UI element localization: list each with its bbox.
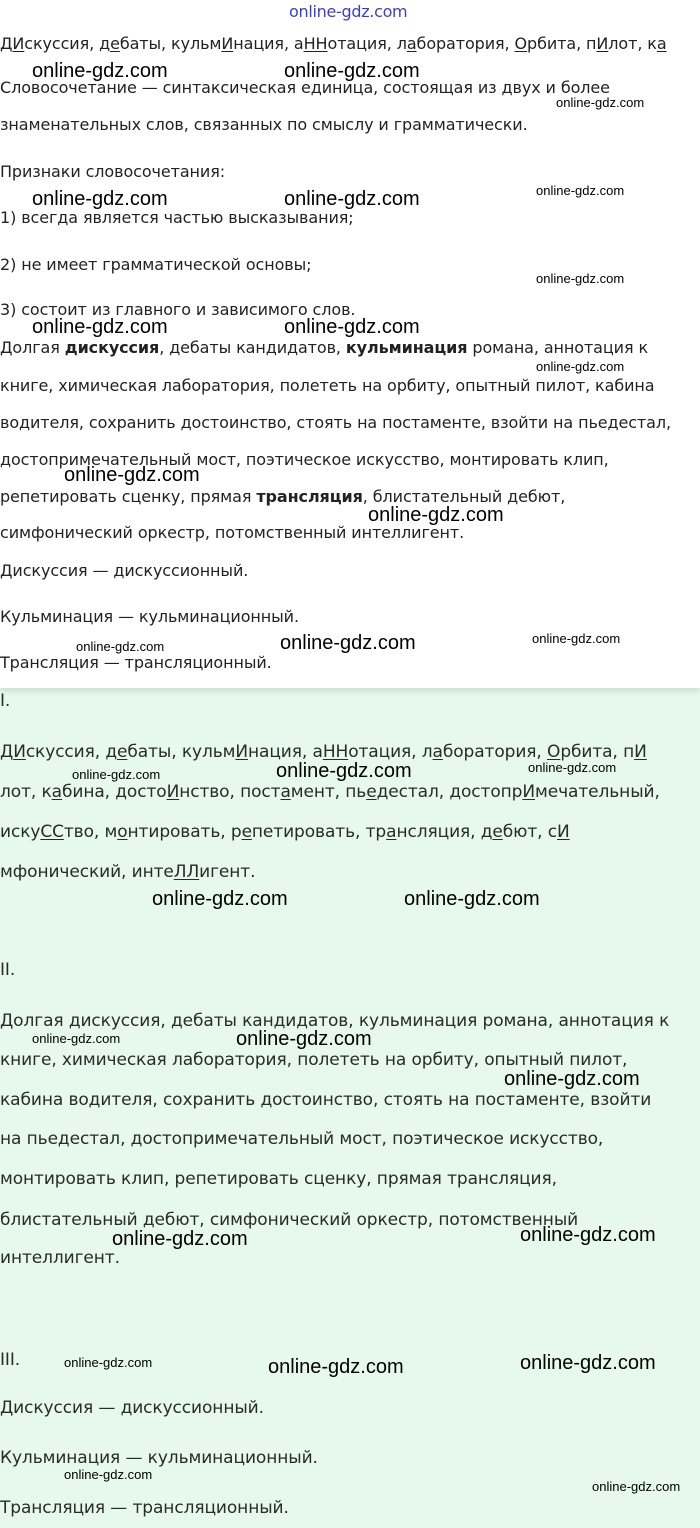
underlined-letter: НН (303, 34, 328, 53)
watermark: online-gdz.com (520, 1224, 656, 1246)
watermark: online-gdz.com (32, 1031, 121, 1046)
watermark: online-gdz.com (592, 1479, 681, 1494)
text-segment: нация, а (233, 34, 304, 53)
derivation-2: Кульминация — кульминационный. (0, 607, 299, 626)
underlined-letter: И (12, 34, 25, 53)
underlined-letter: е (366, 782, 377, 802)
derivation-3: Трансляция — трансляционный. (0, 653, 272, 672)
underlined-letter: И (522, 782, 535, 802)
bold-word: кульминация (345, 338, 468, 357)
text-segment: рбита, п (560, 742, 635, 762)
underlined-letter: о (117, 822, 128, 842)
answer-1-line-4 (0, 862, 255, 882)
bold-word: дискуссия (64, 338, 160, 357)
text-segment: бют, с (502, 822, 558, 842)
text-segment: мент, пь (290, 782, 367, 802)
text-segment: игент. (199, 862, 256, 882)
text-segment: Д (0, 34, 13, 53)
text-segment: баты, кульм (119, 34, 222, 53)
watermark: online-gdz.com (32, 60, 168, 82)
answer-3-line-1: Дискуссия — дискуссионный. (0, 1398, 264, 1418)
watermark: online-gdz.com (404, 888, 540, 910)
watermark: online-gdz.com (64, 1467, 153, 1482)
answer-2-line-4: на пьедестал, достопримечательный мост, поэтическое искусство, (0, 1129, 604, 1149)
text-segment: нтировать, р (127, 822, 242, 842)
text-segment: отация, л (327, 34, 407, 53)
text-segment: романа, аннотация к (467, 338, 649, 357)
spelling-line (0, 34, 667, 54)
sign-2: 2) не имеет грамматической основы; (0, 255, 312, 274)
watermark: online-gdz.com (76, 639, 165, 654)
text-segment: мечательный, (534, 782, 660, 802)
text-segment: боратория, (416, 34, 515, 53)
watermark: online-gdz.com (284, 188, 420, 210)
sign-1: 1) всегда является частью высказывания; (0, 208, 354, 227)
text-segment: Д (0, 742, 14, 762)
underlined-letter: а (656, 34, 667, 53)
watermark: online-gdz.com (72, 767, 161, 782)
underlined-letter: е (492, 822, 503, 842)
watermark: online-gdz.com (32, 316, 168, 338)
answer-2-line-1: Долгая дискуссия, дебаты кандидатов, кульминация романа, аннотация к (0, 1011, 670, 1031)
text-segment: лот, к (608, 34, 657, 53)
underlined-letter: И (13, 742, 26, 762)
phrases-line-3: водителя, сохранить достоинство, стоять на постаменте, взойти на пьедестал, (0, 413, 671, 432)
watermark: online-gdz.com (536, 183, 625, 198)
answer-2-line-7: интеллигент. (0, 1248, 120, 1268)
text-segment: скуссия, д (24, 34, 111, 53)
watermark: online-gdz.com (536, 359, 625, 374)
text-segment: рбита, п (527, 34, 597, 53)
text-segment: Долгая (0, 338, 65, 357)
text-segment: дестал, достопр (376, 782, 523, 802)
underlined-letter: а (432, 742, 443, 762)
task-2-heading: II. (0, 960, 16, 980)
answer-2-line-6: блистательный дебют, симфонический оркестр, потомственный (0, 1210, 579, 1230)
underlined-letter: И (235, 742, 248, 762)
watermark: online-gdz.com (504, 1068, 640, 1090)
text-segment: иску (0, 822, 41, 842)
answer-1-line-1 (0, 742, 647, 762)
underlined-letter: О (514, 34, 528, 53)
underlined-letter: ЛЛ (173, 862, 200, 882)
answer-3-line-3: Трансляция — трансляционный. (0, 1498, 289, 1518)
text-segment: нация, а (248, 742, 323, 762)
underlined-letter: е (110, 34, 120, 53)
text-segment: нсляция, д (396, 822, 493, 842)
text-segment: петировать, тр (251, 822, 387, 842)
watermark: online-gdz.com (268, 1356, 404, 1378)
answer-2-line-3: кабина водителя, сохранить достоинство, стоять на постаменте, взойти (0, 1090, 652, 1110)
watermark: online-gdz.com (280, 632, 416, 654)
text-segment: отация, л (348, 742, 433, 762)
definition-line-2: знаменательных слов, связанных по смыслу и грамматически. (0, 115, 528, 134)
text-segment: боратория, (442, 742, 548, 762)
answer-2-line-5: монтировать клип, репетировать сценку, прямая трансляция, (0, 1169, 557, 1189)
watermark: online-gdz.com (528, 760, 617, 775)
text-segment: тво, м (63, 822, 118, 842)
watermark: online-gdz.com (32, 188, 168, 210)
answer-1-line-3 (0, 822, 570, 842)
text-segment: репетировать сценку, прямая (0, 487, 257, 506)
phrases-line-1 (0, 338, 648, 358)
underlined-letter: а (51, 782, 62, 802)
watermark: online-gdz.com (236, 1028, 372, 1050)
answer-2-line-2: книге, химическая лаборатория, полететь на орбиту, опытный пилот, (0, 1050, 628, 1070)
underlined-letter: И (557, 822, 570, 842)
underlined-letter: НН (322, 742, 349, 762)
header-watermark[interactable]: online-gdz.com (289, 2, 408, 21)
watermark: online-gdz.com (64, 464, 200, 486)
text-segment: скуссия, д (25, 742, 118, 762)
watermark: online-gdz.com (368, 504, 504, 526)
underlined-letter: а (280, 782, 291, 802)
text-segment: , блистательный дебют, (362, 487, 566, 506)
derivation-1: Дискуссия — дискуссионный. (0, 561, 249, 580)
watermark: online-gdz.com (520, 1352, 656, 1374)
text-segment: мфонический, инте (0, 862, 174, 882)
watermark: online-gdz.com (556, 95, 645, 110)
signs-title: Признаки словосочетания: (0, 162, 226, 181)
phrases-line-2: книге, химическая лаборатория, полететь на орбиту, опытный пилот, кабина (0, 376, 655, 395)
answer-section (0, 688, 700, 1528)
underlined-letter: И (221, 34, 234, 53)
phrases-line-6: симфонический оркестр, потомственный интеллигент. (0, 523, 465, 542)
underlined-letter: а (406, 34, 417, 53)
underlined-letter: И (166, 782, 180, 802)
underlined-letter: е (241, 822, 252, 842)
bold-word: трансляция (256, 487, 363, 506)
text-segment: бина, досто (61, 782, 167, 802)
watermark: online-gdz.com (284, 60, 420, 82)
underlined-letter: СС (40, 822, 64, 842)
watermark: online-gdz.com (112, 1228, 248, 1250)
watermark: online-gdz.com (536, 271, 625, 286)
underlined-letter: И (596, 34, 609, 53)
underlined-letter: е (117, 742, 128, 762)
watermark: online-gdz.com (276, 760, 412, 782)
sign-3: 3) состоит из главного и зависимого слов. (0, 300, 356, 319)
watermark: online-gdz.com (64, 1355, 153, 1370)
text-segment: лот, к (0, 782, 52, 802)
underlined-letter: а (386, 822, 397, 842)
watermark: online-gdz.com (284, 316, 420, 338)
definition-line-1: Словосочетание — синтаксическая единица, состоящая из двух и более (0, 78, 610, 97)
phrases-line-4: достопримечательный мост, поэтическое искусство, монтировать клип, (0, 450, 609, 469)
text-segment: нство, пост (179, 782, 281, 802)
answer-1-line-2 (0, 782, 660, 802)
text-segment: баты, кульм (127, 742, 236, 762)
task-1-heading: I. (0, 691, 11, 711)
watermark: online-gdz.com (152, 888, 288, 910)
text-segment: , дебаты кандидатов, (159, 338, 346, 357)
task-3-heading: III. (0, 1350, 21, 1370)
underlined-letter: И (634, 742, 647, 762)
underlined-letter: О (547, 742, 561, 762)
watermark: online-gdz.com (532, 631, 621, 646)
answer-3-line-2: Кульминация — кульминационный. (0, 1448, 318, 1468)
